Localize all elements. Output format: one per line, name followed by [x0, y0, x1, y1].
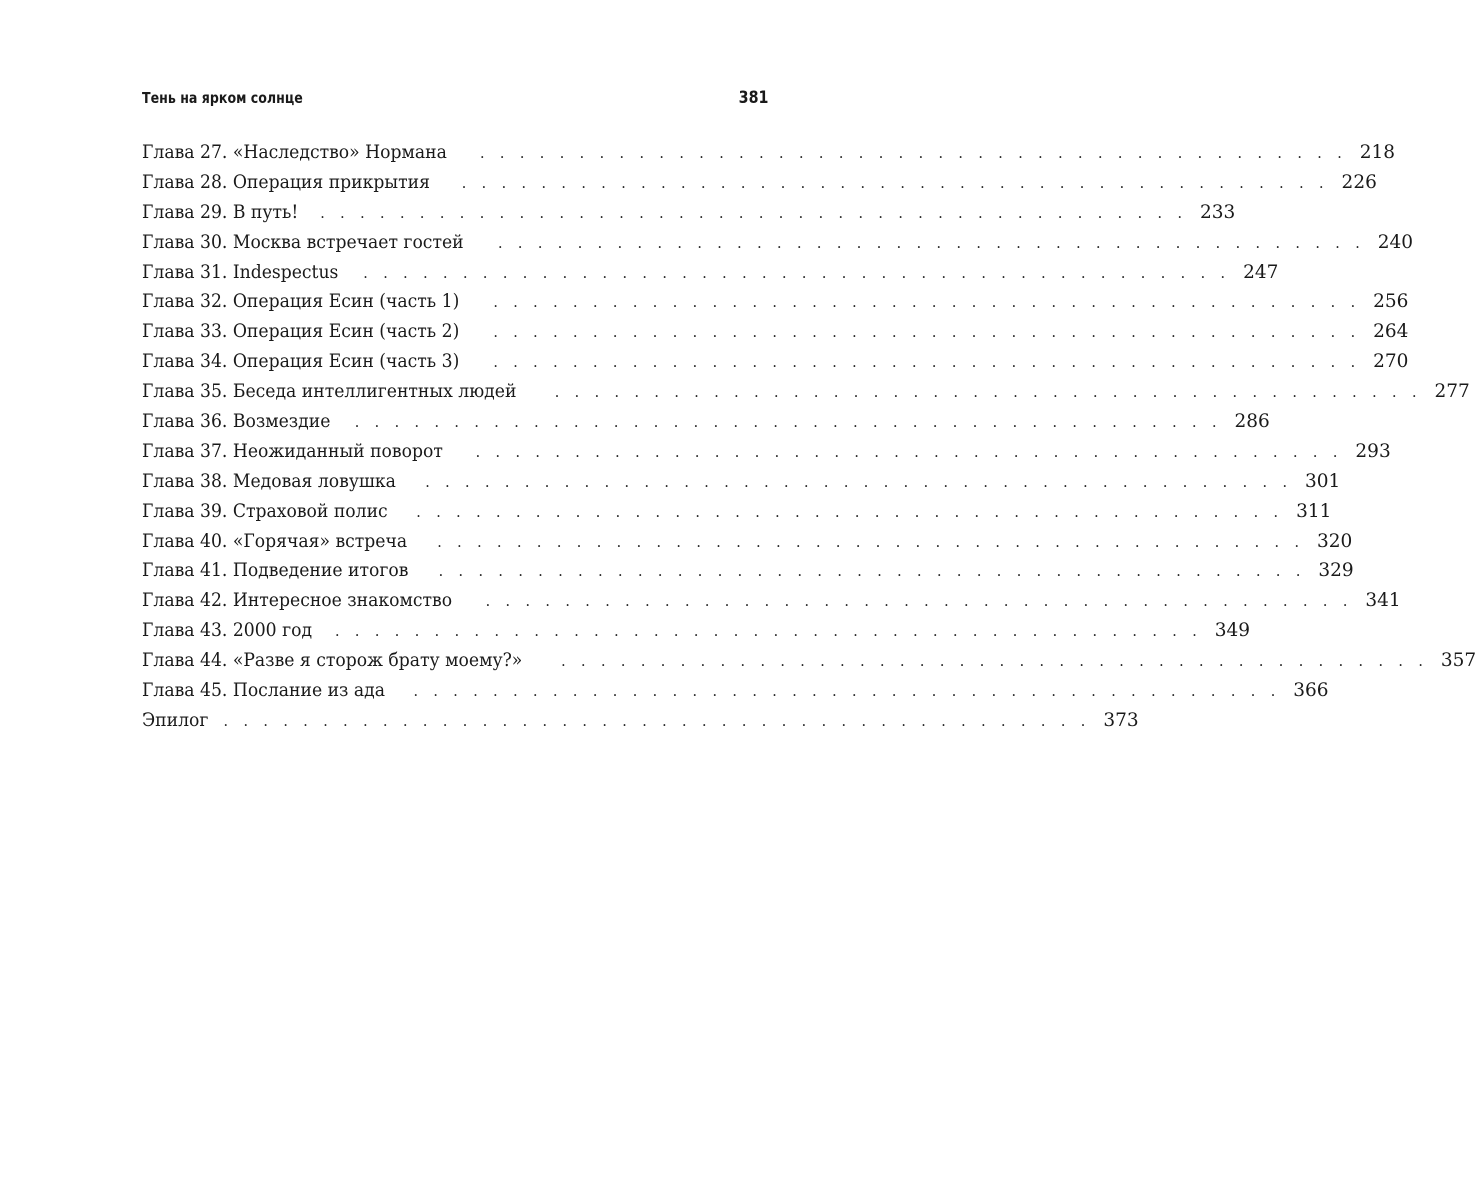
toc-entry-page: 264	[1373, 321, 1409, 343]
toc-entry	[142, 407, 1270, 437]
toc-dot-leader: . . . . . . . . . . . . . . . . . . . . . . . . . . . . . . . . . . . . . . . . . . . .	[413, 682, 1281, 701]
toc-entry-page: 301	[1304, 470, 1341, 492]
toc-entry-title: Глава 45. Послание из ада	[142, 680, 386, 702]
running-header	[142, 88, 768, 116]
toc-dot-leader: . . . . . . . . . . . . . . . . . . . . . . . . . . . . . . . . . . . . . . . . . . . .	[493, 293, 1361, 312]
toc-entry-title: Глава 34. Операция Есин (часть 3)	[142, 351, 460, 373]
toc-dot-leader: . . . . . . . . . . . . . . . . . . . . . . . . . . . . . . . . . . . . . . . . . . . .	[334, 622, 1203, 641]
toc-dot-leader: . . . . . . . . . . . . . . . . . . . . . . . . . . . . . . . . . . . . . . . . . . . .	[479, 144, 1348, 162]
toc-entry	[142, 676, 1329, 706]
toc-entry-title: Глава 29. В путь!	[142, 201, 299, 223]
toc-entry	[142, 497, 1332, 527]
toc-entry-page: 329	[1318, 560, 1354, 582]
toc-dot-leader: . . . . . . . . . . . . . . . . . . . . . . . . . . . . . . . . . . . . . . . . . . . .	[493, 353, 1361, 372]
toc-entry-title: Глава 38. Медовая ловушка	[142, 470, 396, 492]
toc-entry-title: Глава 33. Операция Есин (часть 2)	[142, 321, 460, 343]
toc-entry	[142, 586, 1401, 616]
toc-dot-leader: . . . . . . . . . . . . . . . . . . . . . . . . . . . . . . . . . . . . . . . . . . . .	[425, 472, 1293, 491]
toc-dot-leader: . . . . . . . . . . . . . . . . . . . . . . . . . . . . . . . . . . . . . . . . . . . .	[320, 203, 1188, 222]
toc-entry	[142, 646, 1476, 676]
toc-dot-leader: . . . . . . . . . . . . . . . . . . . . . . . . . . . . . . . . . . . . . . . . . . . .	[416, 502, 1284, 521]
toc-entry-title: Глава 36. Возмездие	[142, 411, 331, 433]
toc-dot-leader: . . . . . . . . . . . . . . . . . . . . . . . . . . . . . . . . . . . . . . . . . . . .	[475, 442, 1343, 461]
table-of-contents	[142, 138, 1476, 736]
toc-dot-leader: . . . . . . . . . . . . . . . . . . . . . . . . . . . . . . . . . . . . . . . . . . . .	[223, 711, 1091, 730]
toc-entry	[142, 198, 1236, 228]
toc-entry-page: 240	[1377, 231, 1414, 253]
toc-entry-title: Глава 30. Москва встречает гостей	[142, 231, 464, 253]
toc-dot-leader: . . . . . . . . . . . . . . . . . . . . . . . . . . . . . . . . . . . . . . . . . . . .	[354, 413, 1222, 432]
toc-entry-title: Глава 44. «Разве я сторож брату моему?»	[142, 650, 523, 672]
toc-entry-title: Глава 40. «Горячая» встреча	[142, 530, 408, 552]
toc-entry-page: 311	[1296, 500, 1332, 522]
toc-entry-page: 286	[1234, 411, 1270, 433]
toc-dot-leader: . . . . . . . . . . . . . . . . . . . . . . . . . . . . . . . . . . . . . . . . . . . .	[485, 592, 1353, 611]
toc-dot-leader: . . . . . . . . . . . . . . . . . . . . . . . . . . . . . . . . . . . . . . . . . . . .	[497, 233, 1366, 252]
toc-dot-leader: . . . . . . . . . . . . . . . . . . . . . . . . . . . . . . . . . . . . . . . . . . . .	[554, 383, 1422, 402]
toc-entry	[142, 706, 1139, 736]
toc-entry-title: Глава 42. Интересное знакомство	[142, 590, 453, 612]
toc-entry-page: 247	[1243, 261, 1279, 283]
toc-entry-title: Глава 31. Indespectus	[142, 261, 339, 283]
toc-entry-page: 349	[1214, 620, 1251, 642]
toc-dot-leader: . . . . . . . . . . . . . . . . . . . . . . . . . . . . . . . . . . . . . . . . . . . .	[363, 263, 1231, 282]
book-title: Тень на ярком солнце	[142, 89, 303, 107]
toc-entry-page: 277	[1434, 381, 1470, 403]
toc-entry-title: Глава 41. Подведение итогов	[142, 560, 409, 582]
toc-entry	[142, 258, 1279, 288]
toc-entry-page: 270	[1373, 351, 1409, 373]
toc-entry-page: 218	[1359, 142, 1396, 163]
toc-dot-leader: . . . . . . . . . . . . . . . . . . . . . . . . . . . . . . . . . . . . . . . . . . . .	[438, 562, 1306, 581]
toc-entry-title: Глава 28. Операция прикрытия	[142, 171, 430, 193]
toc-entry-title: Глава 43. 2000 год	[142, 620, 313, 642]
toc-entry-page: 357	[1440, 650, 1476, 672]
toc-entry-page: 341	[1365, 590, 1401, 612]
toc-entry-title: Глава 27. «Наследство» Нормана	[142, 142, 447, 163]
toc-entry-page: 373	[1103, 709, 1139, 731]
toc-dot-leader: . . . . . . . . . . . . . . . . . . . . . . . . . . . . . . . . . . . . . . . . . . . .	[560, 652, 1429, 671]
page-number: 381	[738, 88, 768, 108]
toc-entry	[142, 317, 1409, 347]
toc-entry-page: 233	[1200, 201, 1236, 223]
toc-entry	[142, 168, 1377, 198]
toc-entry-title: Глава 39. Страховой полис	[142, 500, 388, 522]
toc-entry	[142, 527, 1353, 557]
toc-dot-leader: . . . . . . . . . . . . . . . . . . . . . . . . . . . . . . . . . . . . . . . . . . . .	[493, 323, 1361, 342]
toc-entry-page: 256	[1373, 291, 1409, 313]
toc-entry-page: 320	[1317, 530, 1353, 552]
toc-entry	[142, 556, 1354, 586]
toc-entry	[142, 467, 1341, 497]
toc-entry	[142, 347, 1409, 377]
toc-entry	[142, 377, 1470, 407]
toc-entry	[142, 228, 1414, 258]
toc-entry-page: 226	[1341, 171, 1377, 193]
toc-entry-page: 366	[1293, 680, 1329, 702]
toc-dot-leader: . . . . . . . . . . . . . . . . . . . . . . . . . . . . . . . . . . . . . . . . . . . .	[437, 532, 1305, 551]
toc-entry	[142, 287, 1409, 317]
toc-entry	[142, 437, 1391, 467]
toc-entry-title: Глава 32. Операция Есин (часть 1)	[142, 291, 460, 313]
toc-entry	[142, 616, 1251, 646]
toc-entry	[142, 138, 1396, 168]
toc-entry-title: Глава 35. Беседа интеллигентных людей	[142, 381, 517, 403]
toc-entry-title: Эпилог	[142, 709, 209, 731]
toc-entry-title: Глава 37. Неожиданный поворот	[142, 440, 443, 462]
toc-dot-leader: . . . . . . . . . . . . . . . . . . . . . . . . . . . . . . . . . . . . . . . . . . . .	[461, 173, 1329, 192]
toc-entry-page: 293	[1355, 440, 1391, 462]
